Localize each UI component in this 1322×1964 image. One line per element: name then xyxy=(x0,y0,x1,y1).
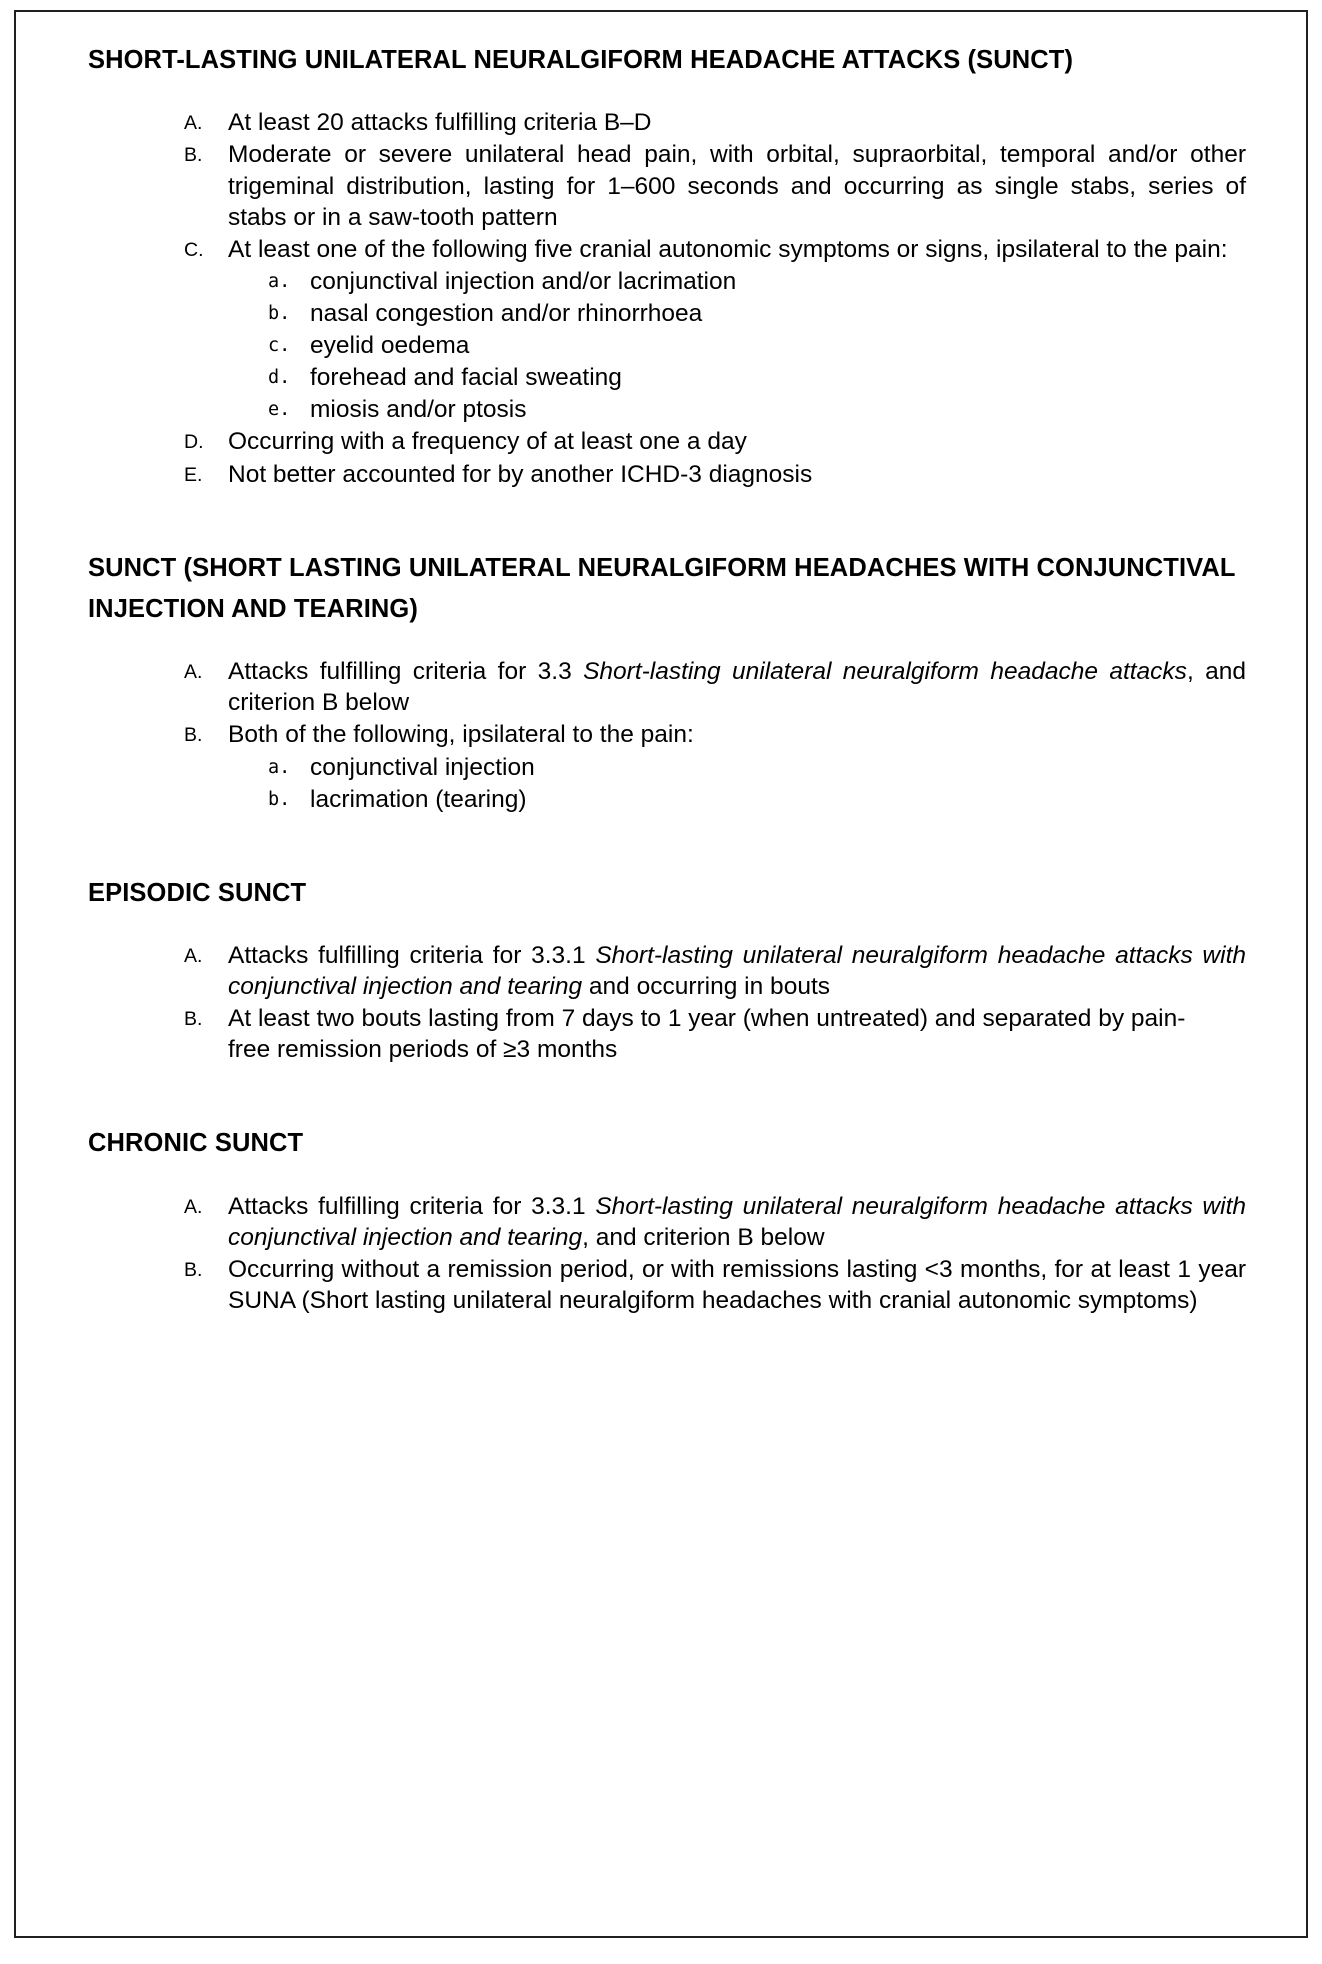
criterion-item xyxy=(184,940,1246,1002)
criterion-item xyxy=(184,426,1246,457)
sub-criterion-item xyxy=(268,266,1246,297)
criterion-item xyxy=(184,234,1246,265)
sub-criterion-letter: a. xyxy=(268,756,291,778)
sub-criterion-item xyxy=(268,330,1246,361)
section-title: EPISODIC SUNCT xyxy=(88,878,307,907)
criteria-section xyxy=(88,40,1264,490)
criterion-item xyxy=(184,656,1246,718)
criteria-section xyxy=(88,1123,1264,1316)
criterion-text: Occurring without a remission period, or with remissions lasting <3 months, for at least 1 year SUNA (Short lasting unilateral neuralgiform headaches with cranial autonomic symptoms) xyxy=(228,1256,1246,1315)
sub-criterion-item xyxy=(268,298,1246,329)
criteria-list xyxy=(88,940,1264,1065)
criterion-text: Both of the following, ipsilateral to the pain: xyxy=(228,721,694,749)
criterion-text: At least 20 attacks fulfilling criteria B–D xyxy=(228,109,652,137)
criterion-letter: A. xyxy=(184,661,203,684)
document-page xyxy=(0,10,1322,1964)
section-title: SHORT-LASTING UNILATERAL NEURALGIFORM HEADACHE ATTACKS (SUNCT) xyxy=(88,46,1074,74)
criteria-section xyxy=(88,873,1264,1066)
criteria-list xyxy=(88,656,1264,815)
criterion-item xyxy=(184,139,1246,232)
section-title: SUNCT (SHORT LASTING UNILATERAL NEURALGIFORM HEADACHES WITH CONJUNCTIVAL INJECTION AND TEARING) xyxy=(88,553,1236,623)
criterion-letter: B. xyxy=(184,144,203,167)
sub-criteria-list xyxy=(184,752,1246,815)
sub-criteria-list xyxy=(184,266,1246,426)
sub-criterion-letter: b. xyxy=(268,302,291,324)
criterion-text: Attacks fulfilling criteria for 3.3.1 Short-lasting unilateral neuralgiform headache attacks with conjunctival injection and tearing, and criterion B below xyxy=(228,1192,1246,1251)
criterion-letter: B. xyxy=(184,1259,203,1281)
criteria-section xyxy=(88,548,1264,815)
sub-criterion-letter: d. xyxy=(268,367,291,389)
criterion-letter: C. xyxy=(184,238,204,261)
criterion-item xyxy=(184,1003,1246,1065)
criterion-letter: A. xyxy=(184,945,203,968)
sections-container xyxy=(88,40,1264,1316)
sub-criterion-text: lacrimation (tearing) xyxy=(310,785,527,813)
section-title: CHRONIC SUNCT xyxy=(88,1129,304,1158)
criterion-letter: B. xyxy=(184,1008,203,1031)
criterion-text: At least two bouts lasting from 7 days to 1 year (when untreated) and separated by pain- free remission periods of ≥3 months xyxy=(228,1005,1186,1064)
sub-criterion-text: eyelid oedema xyxy=(310,332,470,360)
criterion-letter: D. xyxy=(184,431,204,454)
sub-criterion-letter: e. xyxy=(268,399,291,421)
sub-criterion-letter: b. xyxy=(268,788,291,810)
criterion-letter: B. xyxy=(184,724,203,747)
criteria-list xyxy=(88,1191,1264,1316)
sub-criterion-item xyxy=(268,752,1246,783)
criterion-letter: A. xyxy=(184,1195,203,1218)
criterion-text: Occurring with a frequency of at least one a day xyxy=(228,428,747,456)
criterion-item xyxy=(184,1191,1246,1253)
sub-criterion-item xyxy=(268,394,1246,425)
criterion-text: Attacks fulfilling criteria for 3.3.1 Short-lasting unilateral neuralgiform headache attacks with conjunctival injection and tearing and occurring in bouts xyxy=(228,942,1246,1001)
sub-criterion-letter: c. xyxy=(268,335,291,357)
criterion-text: Attacks fulfilling criteria for 3.3 Short-lasting unilateral neuralgiform headache attacks, and criterion B below xyxy=(228,658,1246,717)
criteria-frame xyxy=(14,10,1308,1938)
criterion-item xyxy=(184,107,1246,138)
sub-criterion-text: nasal congestion and/or rhinorrhoea xyxy=(310,299,703,327)
criterion-text: At least one of the following five cranial autonomic symptoms or signs, ipsilateral to the pain: xyxy=(228,235,1228,263)
criterion-text: Not better accounted for by another ICHD-3 diagnosis xyxy=(228,460,813,488)
sub-criterion-text: miosis and/or ptosis xyxy=(310,396,527,424)
criterion-item xyxy=(184,459,1246,490)
criterion-letter: A. xyxy=(184,112,203,135)
criterion-letter: E. xyxy=(184,463,203,486)
sub-criterion-item xyxy=(268,362,1246,393)
sub-criterion-text: conjunctival injection and/or lacrimation xyxy=(310,267,737,295)
criterion-item xyxy=(184,719,1246,750)
criterion-text: Moderate or severe unilateral head pain, with orbital, supraorbital, temporal and/or other trigeminal distribution, lasting for 1–600 seconds and occurring as single stabs, series of stabs or in a saw-tooth pattern xyxy=(228,141,1246,231)
sub-criterion-item xyxy=(268,784,1246,815)
criteria-list xyxy=(88,107,1264,489)
criterion-item xyxy=(184,1254,1246,1316)
sub-criterion-text: conjunctival injection xyxy=(310,753,535,781)
sub-criterion-letter: a. xyxy=(268,270,291,292)
sub-criterion-text: forehead and facial sweating xyxy=(310,364,622,392)
